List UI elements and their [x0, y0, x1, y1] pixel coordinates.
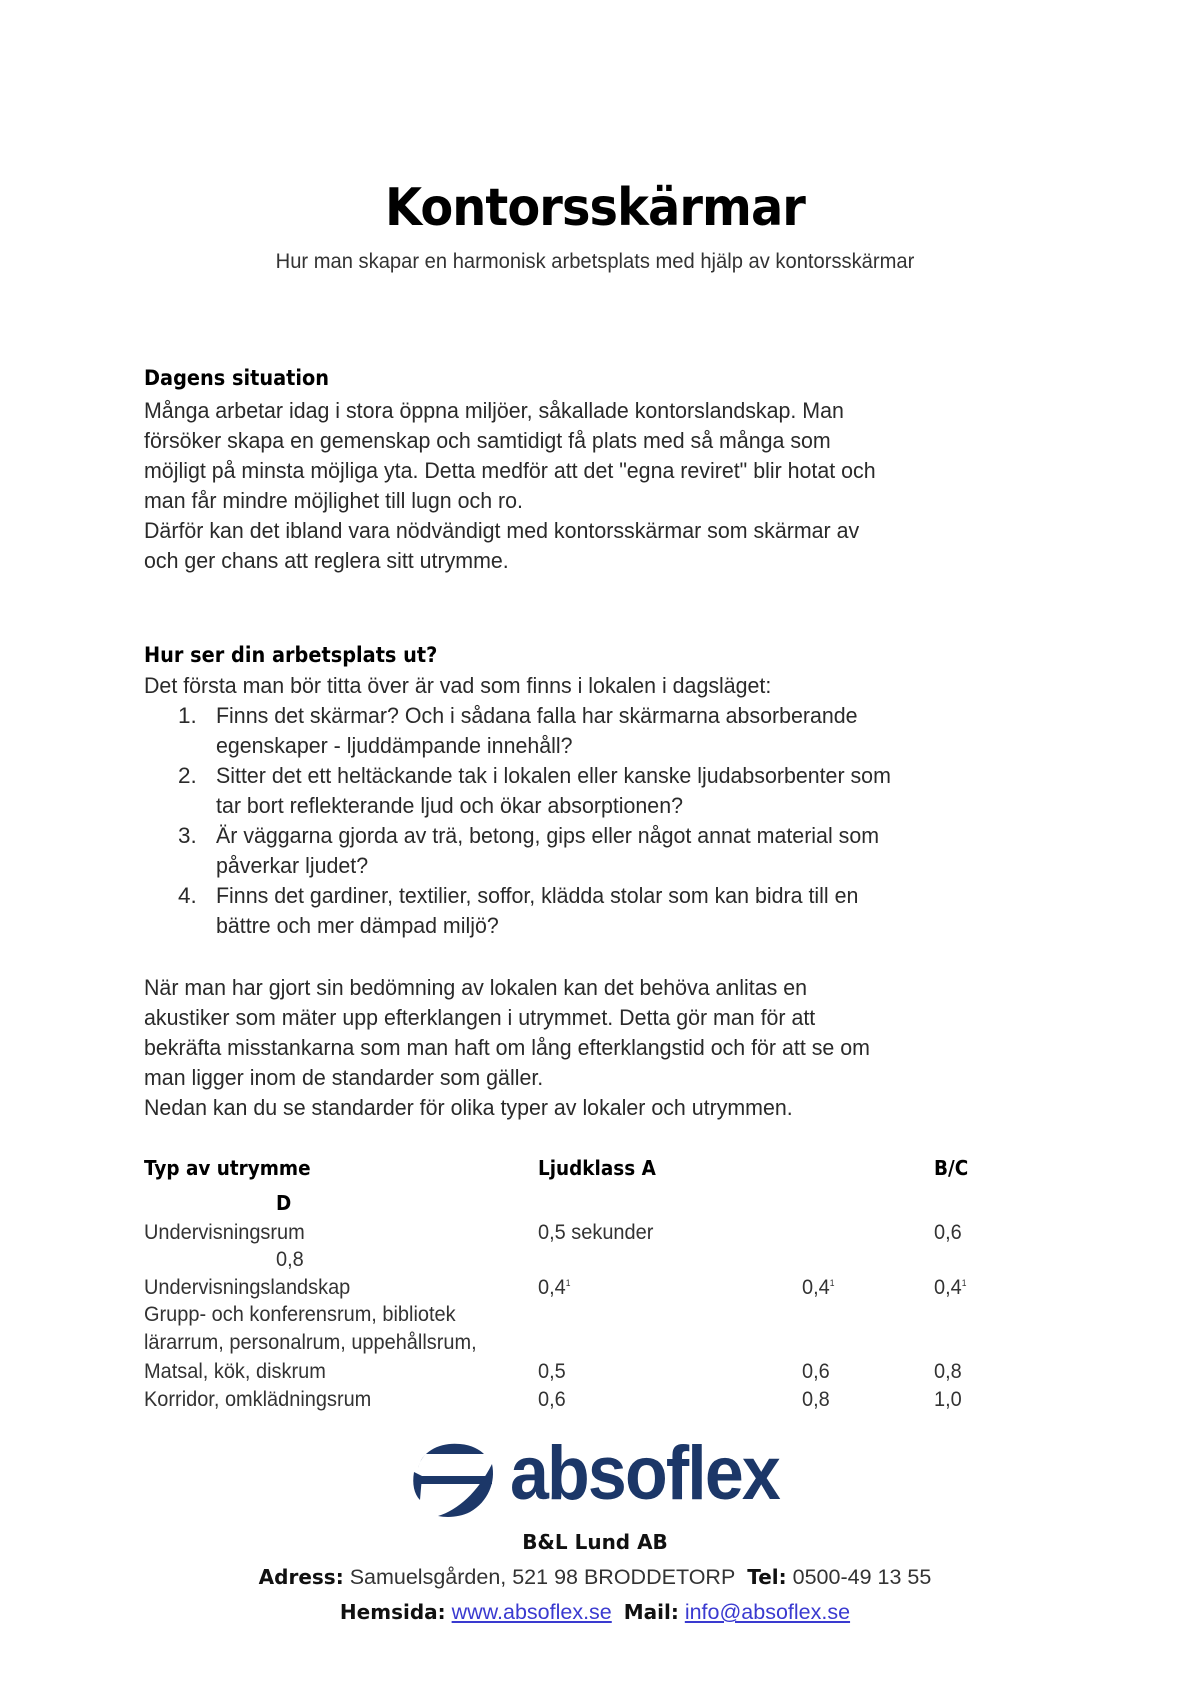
- paragraph-line: man ligger inom de standarder som gäller.: [144, 1065, 544, 1090]
- section-heading-arbetsplats: Hur ser din arbetsplats ut?: [144, 643, 438, 667]
- page-title: Kontorsskärmar: [385, 178, 805, 238]
- list-item-line: Finns det gardiner, textilier, soffor, klädda stolar som kan bidra till en: [216, 883, 859, 908]
- table-cell-type: Undervisningslandskap: [144, 1276, 351, 1299]
- tel-value: 0500-49 13 55: [792, 1565, 932, 1589]
- website-link[interactable]: www.absoflex.se: [451, 1600, 612, 1624]
- web-label: Hemsida:: [339, 1600, 446, 1624]
- table-cell-type: Korridor, omklädningsrum: [144, 1388, 372, 1411]
- list-number: 3.: [178, 823, 197, 848]
- list-item-line: egenskaper - ljuddämpande innehåll?: [216, 733, 573, 758]
- tel-label: Tel:: [747, 1565, 787, 1589]
- paragraph-line: man får mindre möjlighet till lugn och ro.: [144, 488, 523, 513]
- paragraph-line: Nedan kan du se standarder för olika typer av lokaler och utrymmen.: [144, 1095, 793, 1120]
- table-cell-a: 0,5 sekunder: [538, 1221, 654, 1244]
- email-link[interactable]: info@absoflex.se: [684, 1600, 851, 1624]
- list-item-line: Finns det skärmar? Och i sådana falla har skärmarna absorberande: [216, 703, 858, 728]
- value: 0,4: [934, 1276, 962, 1299]
- mail-label: Mail:: [623, 1600, 679, 1624]
- company-name: B&L Lund AB: [522, 1530, 668, 1554]
- table-cell-c: 0,8: [934, 1360, 962, 1383]
- list-intro: Det första man bör titta över är vad som finns i lokalen i dagsläget:: [144, 673, 772, 698]
- table-cell-type: Matsal, kök, diskrum: [144, 1360, 326, 1383]
- list-item-line: tar bort reflekterande ljud och ökar absorptionen?: [216, 793, 683, 818]
- table-cell-a: 0,5: [538, 1360, 566, 1383]
- table-cell-c: 1,0: [934, 1388, 962, 1411]
- list-item-line: bättre och mer dämpad miljö?: [216, 913, 499, 938]
- table-cell-b: 0,6: [802, 1360, 830, 1383]
- absoflex-emblem-icon: [408, 1438, 498, 1522]
- table-cell-b: [802, 1276, 835, 1300]
- page-subtitle: Hur man skapar en harmonisk arbetsplats med hjälp av kontorsskärmar: [275, 250, 915, 273]
- value: 0,4: [802, 1276, 830, 1299]
- paragraph-line: och ger chans att reglera sitt utrymme.: [144, 548, 509, 573]
- paragraph-line: Därför kan det ibland vara nödvändigt med kontorsskärmar som skärmar av: [144, 518, 860, 543]
- contact-line: [0, 1600, 1190, 1625]
- footnote-marker: 1: [829, 1278, 835, 1288]
- paragraph-line: akustiker som mäter upp efterklangen i utrymmet. Detta gör man för att: [144, 1005, 816, 1030]
- address-line: [0, 1565, 1190, 1590]
- table-cell-type: Undervisningsrum: [144, 1221, 305, 1244]
- list-item-line: påverkar ljudet?: [216, 853, 369, 878]
- table-cell-a: 0,6: [538, 1388, 566, 1411]
- address-label: Adress:: [258, 1565, 344, 1589]
- table-header-class-d: D: [276, 1191, 292, 1215]
- list-item-line: Är väggarna gjorda av trä, betong, gips eller något annat material som: [216, 823, 880, 848]
- table-header-type: Typ av utrymme: [144, 1156, 311, 1180]
- table-cell-d: 0,8: [276, 1248, 304, 1271]
- footnote-marker: 1: [961, 1278, 967, 1288]
- table-header-class-a: Ljudklass A: [538, 1156, 656, 1180]
- paragraph-line: försöker skapa en gemenskap och samtidigt få plats med så många som: [144, 428, 831, 453]
- table-cell-type: Grupp- och konferensrum, bibliotek: [144, 1303, 456, 1326]
- paragraph-line: När man har gjort sin bedömning av lokalen kan det behöva anlitas en: [144, 975, 808, 1000]
- paragraph-line: möjligt på minsta möjliga yta. Detta medför att det "egna reviret" blir hotat och: [144, 458, 876, 483]
- paragraph-line: Många arbetar idag i stora öppna miljöer, såkallade kontorslandskap. Man: [144, 398, 844, 423]
- value: 0,4: [538, 1276, 566, 1299]
- list-item-line: Sitter det ett heltäckande tak i lokalen eller kanske ljudabsorbenter som: [216, 763, 891, 788]
- absoflex-wordmark: absoflex: [510, 1431, 779, 1516]
- table-header-class-bc: B/C: [934, 1156, 969, 1180]
- list-number: 2.: [178, 763, 197, 788]
- table-cell-type: lärarrum, personalrum, uppehållsrum,: [144, 1331, 477, 1354]
- table-cell-a: [538, 1276, 571, 1300]
- list-number: 4.: [178, 883, 197, 908]
- absoflex-logo: [408, 1431, 788, 1522]
- table-cell-b: 0,8: [802, 1388, 830, 1411]
- address-value: Samuelsgården, 521 98 BRODDETORP: [349, 1565, 736, 1589]
- table-cell-c: [934, 1276, 967, 1300]
- table-cell-c: 0,6: [934, 1221, 962, 1244]
- list-number: 1.: [178, 703, 197, 728]
- footnote-marker: 1: [565, 1278, 571, 1288]
- section-heading-dagens-situation: Dagens situation: [144, 366, 330, 390]
- paragraph-line: bekräfta misstankarna som man haft om lång efterklangstid och för att se om: [144, 1035, 870, 1060]
